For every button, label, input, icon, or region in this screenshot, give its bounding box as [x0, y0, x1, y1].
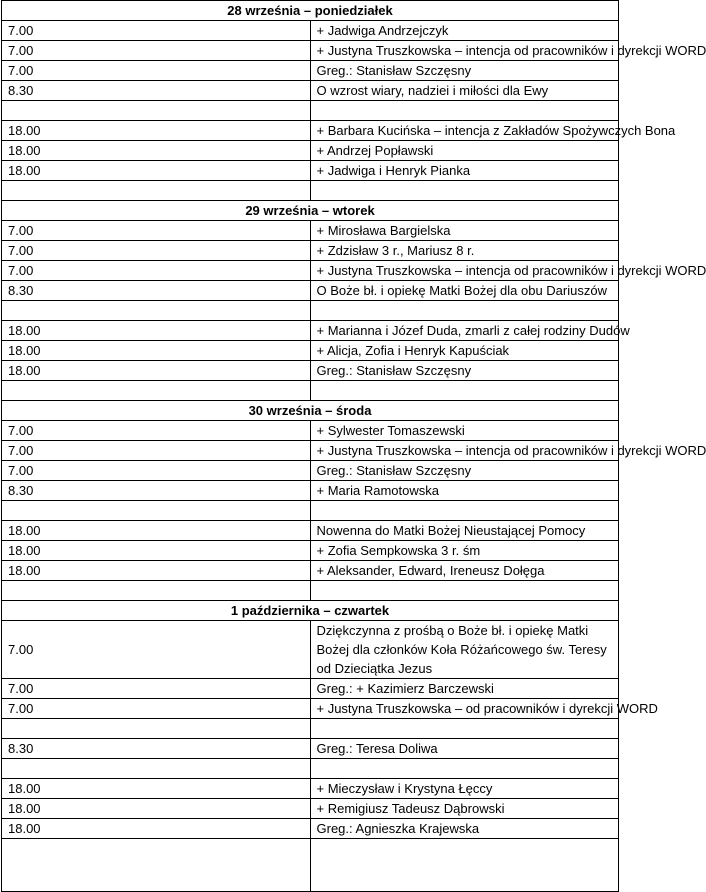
- day-header: 28 września – poniedziałek: [2, 1, 619, 21]
- intention-text: Dziękczynna z prośbą o Boże bł. i opiekę Matki Bożej dla członków Koła Różańcowego św. Teresy od Dzieciątka Jezus: [310, 621, 619, 679]
- intention-text: + Jadwiga Andrzejczyk: [310, 21, 619, 41]
- mass-time: 7.00: [2, 261, 311, 281]
- mass-time: 7.00: [2, 441, 311, 461]
- intention-row: [2, 261, 619, 281]
- intention-text: + Marianna i Józef Duda, zmarli z całej rodziny Dudów: [310, 321, 619, 341]
- intention-row: [2, 141, 619, 161]
- blank-row: [2, 719, 619, 739]
- blank-row: [2, 759, 619, 779]
- intention-text: Greg.: Teresa Doliwa: [310, 739, 619, 759]
- mass-time: 7.00: [2, 61, 311, 81]
- day-header: 1 października – czwartek: [2, 601, 619, 621]
- mass-time: 7.00: [2, 699, 311, 719]
- intention-text: Greg.: + Kazimierz Barczewski: [310, 679, 619, 699]
- mass-time: 7.00: [2, 221, 311, 241]
- intention-row: [2, 521, 619, 541]
- blank-row: [2, 581, 619, 601]
- intention-text: + Justyna Truszkowska – intencja od pracowników i dyrekcji WORD: [310, 261, 619, 281]
- intention-text: O wzrost wiary, nadziei i miłości dla Ewy: [310, 81, 619, 101]
- mass-time: 8.30: [2, 281, 311, 301]
- intention-row: [2, 679, 619, 699]
- intention-row: [2, 739, 619, 759]
- intention-text: + Alicja, Zofia i Henryk Kapuściak: [310, 341, 619, 361]
- intention-text: [310, 719, 619, 739]
- intention-row: [2, 121, 619, 141]
- intention-row: [2, 361, 619, 381]
- blank-row: [2, 381, 619, 401]
- mass-time: 18.00: [2, 521, 311, 541]
- mass-time: 7.00: [2, 421, 311, 441]
- intention-text: + Andrzej Popławski: [310, 141, 619, 161]
- intention-text: + Sylwester Tomaszewski: [310, 421, 619, 441]
- mass-time: 18.00: [2, 121, 311, 141]
- day-header: 30 września – środa: [2, 401, 619, 421]
- intention-row: [2, 481, 619, 501]
- intention-text: Nowenna do Matki Bożej Nieustającej Pomocy: [310, 521, 619, 541]
- intention-row: [2, 561, 619, 581]
- mass-time: 8.30: [2, 81, 311, 101]
- blank-row: [2, 501, 619, 521]
- mass-time: 18.00: [2, 161, 311, 181]
- intention-row: [2, 779, 619, 799]
- intention-text: [310, 501, 619, 521]
- intention-text: + Maria Ramotowska: [310, 481, 619, 501]
- intention-row: [2, 421, 619, 441]
- mass-time: 18.00: [2, 361, 311, 381]
- intention-text: [310, 101, 619, 121]
- intention-row: [2, 221, 619, 241]
- intention-text: + Barbara Kucińska – intencja z Zakładów Spożywczych Bona: [310, 121, 619, 141]
- intention-text: + Zdzisław 3 r., Mariusz 8 r.: [310, 241, 619, 261]
- intention-text: Greg.: Stanisław Szczęsny: [310, 361, 619, 381]
- intention-row: [2, 321, 619, 341]
- blank-row: [2, 301, 619, 321]
- intention-text: + Justyna Truszkowska – od pracowników i dyrekcji WORD: [310, 699, 619, 719]
- blank-row: [2, 181, 619, 201]
- intention-text: + Remigiusz Tadeusz Dąbrowski: [310, 799, 619, 819]
- intention-text: Greg.: Stanisław Szczęsny: [310, 61, 619, 81]
- intention-row: [2, 799, 619, 819]
- mass-time: [2, 101, 311, 121]
- intention-row: [2, 461, 619, 481]
- mass-time: [2, 381, 311, 401]
- intention-text: O Boże bł. i opiekę Matki Bożej dla obu Dariuszów: [310, 281, 619, 301]
- intention-row: [2, 41, 619, 61]
- intention-text: [310, 181, 619, 201]
- mass-time: 8.30: [2, 481, 311, 501]
- intention-row: [2, 699, 619, 719]
- blank-row: [2, 839, 619, 892]
- intention-row: [2, 81, 619, 101]
- intention-text: [310, 381, 619, 401]
- intention-row: [2, 341, 619, 361]
- intention-row: [2, 621, 619, 679]
- day-header: 29 września – wtorek: [2, 201, 619, 221]
- intention-text: + Justyna Truszkowska – intencja od pracowników i dyrekcji WORD: [310, 41, 619, 61]
- intention-text: Greg.: Agnieszka Krajewska: [310, 819, 619, 839]
- mass-time: 7.00: [2, 461, 311, 481]
- mass-time: 18.00: [2, 799, 311, 819]
- intention-text: [310, 839, 619, 892]
- intention-row: [2, 241, 619, 261]
- mass-time: [2, 301, 311, 321]
- intention-text: + Zofia Sempkowska 3 r. śm: [310, 541, 619, 561]
- intention-text: + Jadwiga i Henryk Pianka: [310, 161, 619, 181]
- mass-time: [2, 581, 311, 601]
- intention-text: [310, 581, 619, 601]
- day-header-row: [2, 201, 619, 221]
- mass-time: 7.00: [2, 241, 311, 261]
- intention-text: + Mieczysław i Krystyna Łęccy: [310, 779, 619, 799]
- mass-time: 18.00: [2, 141, 311, 161]
- mass-time: [2, 181, 311, 201]
- mass-time: 18.00: [2, 561, 311, 581]
- mass-time: 7.00: [2, 679, 311, 699]
- mass-time: [2, 719, 311, 739]
- mass-time: 8.30: [2, 739, 311, 759]
- intention-row: [2, 21, 619, 41]
- intention-text: Greg.: Stanisław Szczęsny: [310, 461, 619, 481]
- intention-text: + Mirosława Bargielska: [310, 221, 619, 241]
- intention-text: [310, 759, 619, 779]
- table-body: [2, 1, 706, 892]
- mass-time: 7.00: [2, 41, 311, 61]
- intention-row: [2, 61, 619, 81]
- intention-text: + Justyna Truszkowska – intencja od pracowników i dyrekcji WORD: [310, 441, 619, 461]
- intention-row: [2, 281, 619, 301]
- mass-time: 18.00: [2, 541, 311, 561]
- mass-time: 18.00: [2, 321, 311, 341]
- mass-time: 7.00: [2, 621, 311, 679]
- blank-row: [2, 101, 619, 121]
- day-header-row: [2, 601, 619, 621]
- intention-row: [2, 161, 619, 181]
- intention-text: + Aleksander, Edward, Ireneusz Dołęga: [310, 561, 619, 581]
- mass-time: 7.00: [2, 21, 311, 41]
- day-header-row: [2, 1, 619, 21]
- mass-time: [2, 501, 311, 521]
- intention-row: [2, 819, 619, 839]
- mass-time: [2, 759, 311, 779]
- day-header-row: [2, 401, 619, 421]
- intention-row: [2, 441, 619, 461]
- mass-time: 18.00: [2, 819, 311, 839]
- mass-intentions-table: [1, 0, 706, 892]
- mass-time: 18.00: [2, 779, 311, 799]
- intention-text: [310, 301, 619, 321]
- intention-row: [2, 541, 619, 561]
- mass-time: [2, 839, 311, 892]
- mass-time: 18.00: [2, 341, 311, 361]
